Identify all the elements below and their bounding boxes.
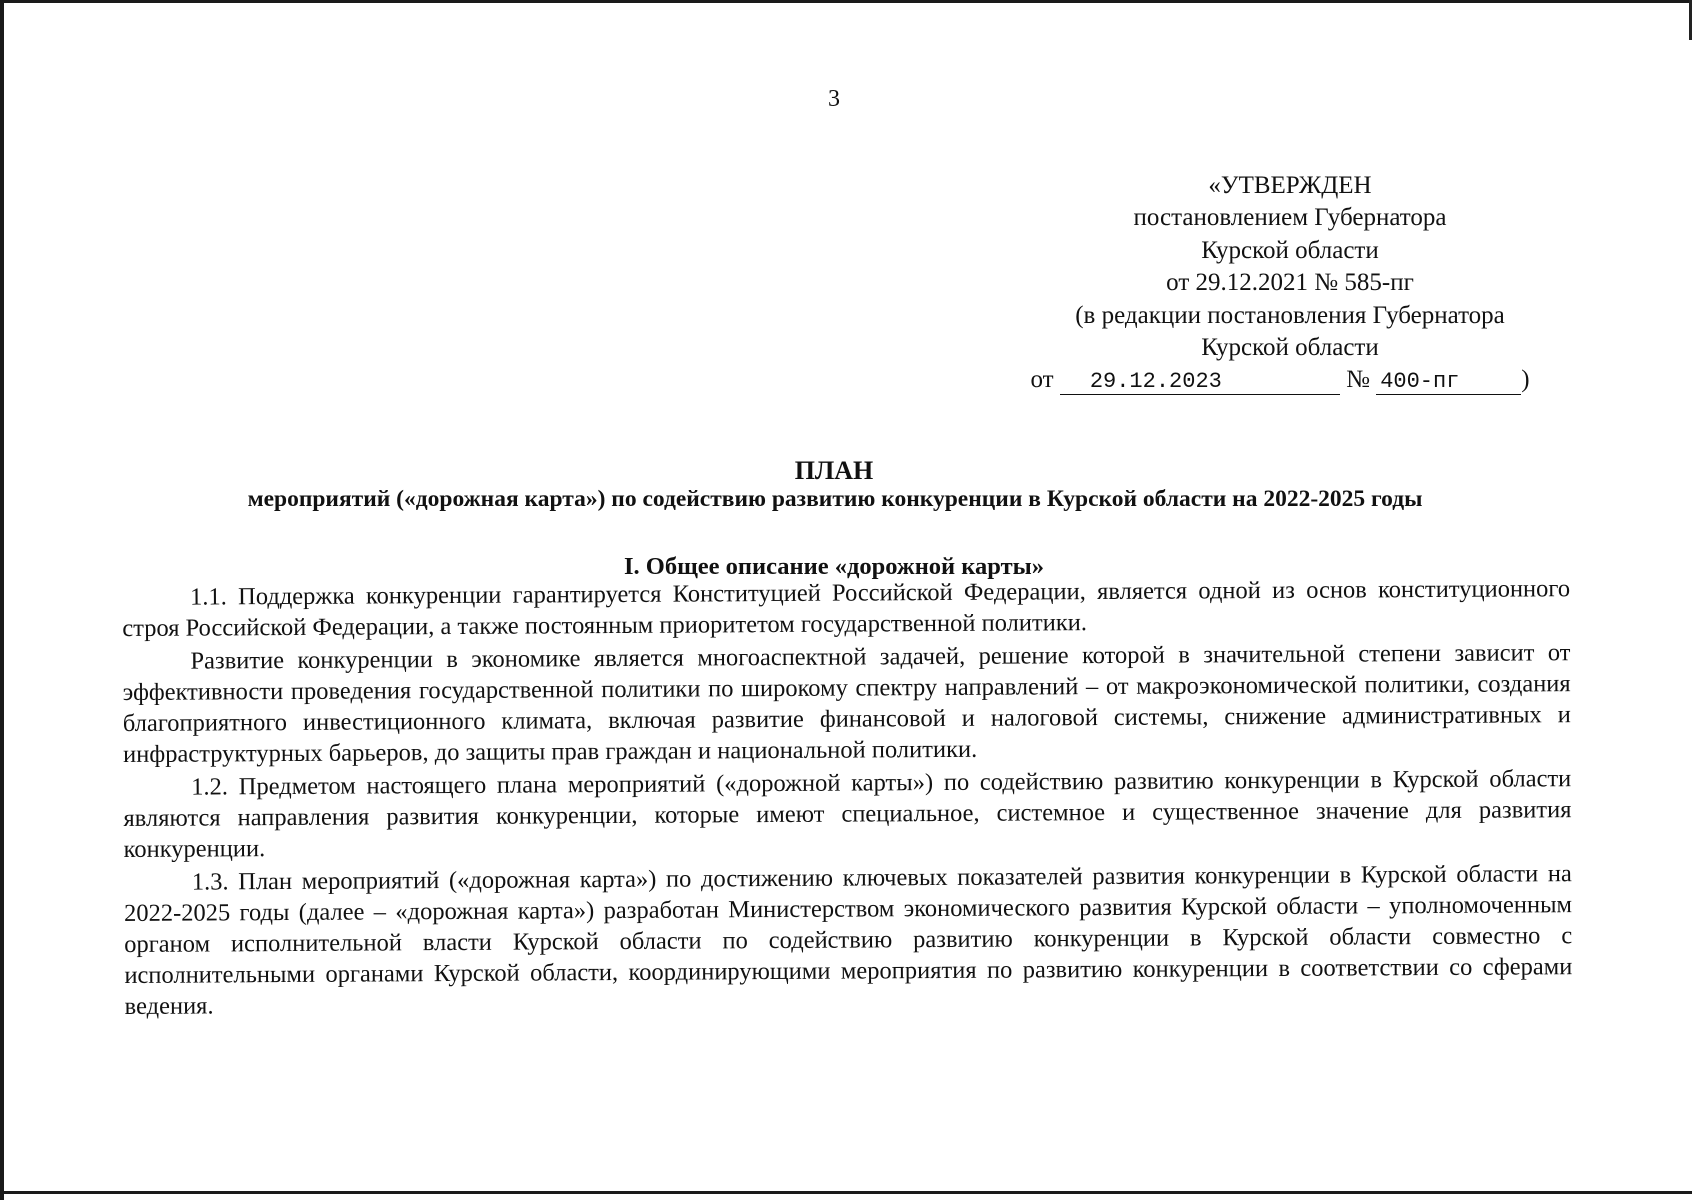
document-subtitle: мероприятий («дорожная карта») по содействию развитию конкуренции в Курской области на 2022-2025 годы (247, 486, 1423, 512)
approval-line: от 29.12.2021 № 585-пг (1166, 269, 1414, 297)
paragraph: Развитие конкуренции в экономике является многоаспектной задачей, решение которой в значительной степени зависит от эффективности проведения государственной политики по широкому спектру направлений – от макроэкономической политики, создания благоприятного инвестиционного климата, включая развитие финансовой и налоговой системы, снижение административных и инфраструктурных барьеров, до защиты прав граждан и национальной политики. (122, 639, 1571, 768)
ref-number-label: № (1346, 366, 1370, 394)
amendment-reference-line (1000, 364, 1560, 396)
section-heading: I. Общее описание «дорожной карты» (623, 553, 1045, 580)
page-number: 3 (828, 86, 840, 112)
paragraph: 1.2. Предметом настоящего плана мероприятий («дорожной карты») по содействию развитию конкуренции в Курской области являются направления развития конкуренции, которые имеют специальное, системное и существенное значение для развития конкуренции. (123, 765, 1572, 863)
approval-line: постановлением Губернатора (1133, 204, 1447, 232)
scan-border-left (0, 0, 4, 1200)
approval-line: Курской области (1201, 236, 1379, 264)
document-title: ПЛАН (794, 456, 874, 485)
approval-line: Курской области (1201, 334, 1379, 362)
ref-prefix: от (1030, 366, 1054, 394)
approval-block (1020, 170, 1560, 397)
ref-number-field: 400-пг (1376, 370, 1521, 395)
approval-line: (в редакции постановления Губернатора (1075, 301, 1505, 329)
scan-border-bottom (0, 1191, 1692, 1194)
ref-date-field: 29.12.2023 (1060, 370, 1340, 395)
scan-border-top (0, 0, 1692, 3)
approval-line: «УТВЕРЖДЕН (1208, 172, 1372, 199)
paragraph: 1.3. План мероприятий («дорожная карта») по достижению ключевых показателей развития конкуренции в Курской области на 2022-2025 годы (далее – «дорожная карта») разработан Министерством экономического развития Курской области – уполномоченным органом исполнительной власти Курской области по содействию развитию конкуренции в Курской области совместно с исполнительными органами Курской области, координирующими мероприятия по развитию конкуренции в соответствии со сферами ведения. (123, 860, 1573, 1020)
paragraph: 1.1. Поддержка конкуренции гарантируется Конституцией Российской Федерации, является одной из основ конституционного строя Российской Федерации, а также постоянным приоритетом государственной политики. (122, 575, 1571, 642)
ref-close-paren: ) (1521, 366, 1530, 394)
body-text (122, 573, 1573, 1024)
